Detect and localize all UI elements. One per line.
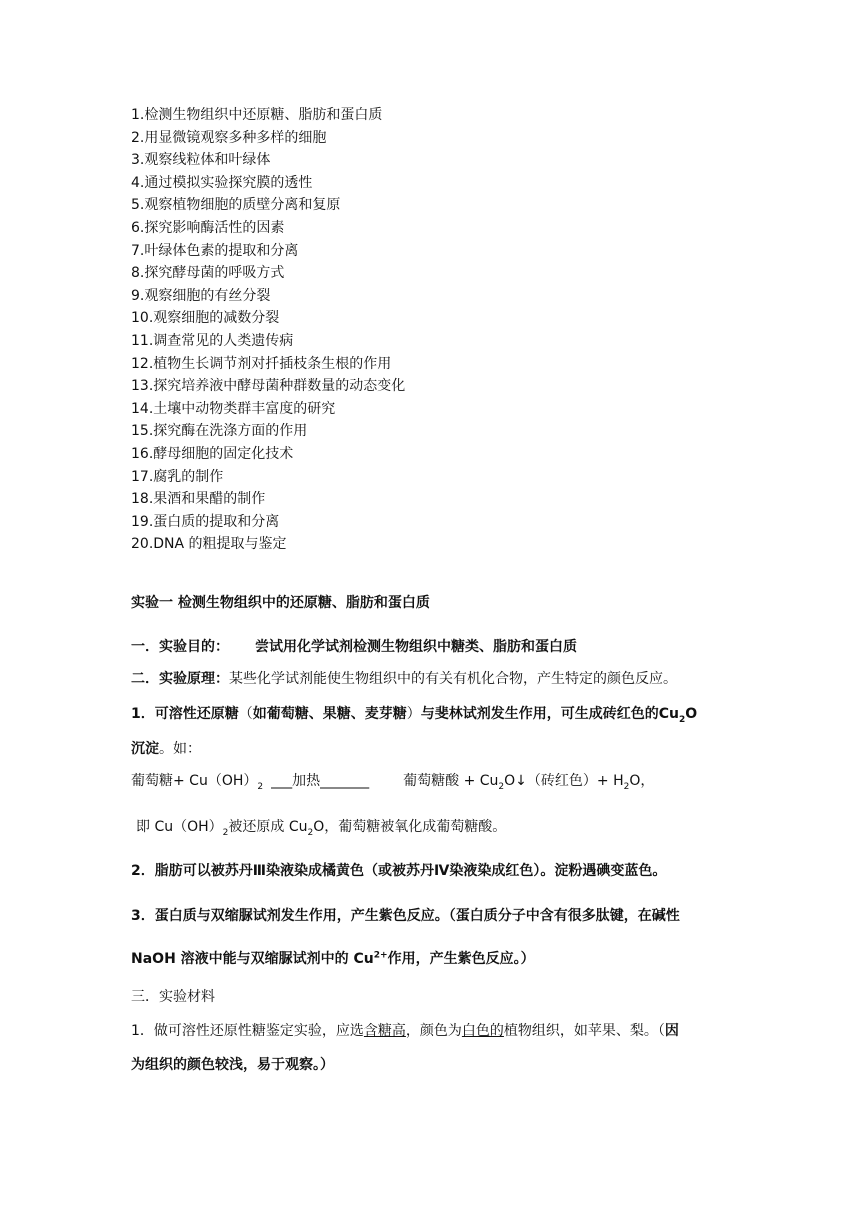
material-1-white: 白色的 (461, 1023, 504, 1039)
purpose-line (131, 636, 577, 656)
principle-3-note-2: NaOH 溶液中能与双缩脲试剂中的 Cu (131, 951, 374, 967)
principle-3-note-3: 作用，产生紫色反应。） (387, 951, 535, 967)
material-1-reason: 因 (664, 1023, 679, 1039)
paren-close: ） (406, 706, 421, 722)
principle-3-line2 (131, 948, 535, 968)
subscript: 2 (498, 781, 505, 792)
principle-text: 某些化学试剂能使生物组织中的有关有机化合物，产生特定的颜色反应。 (229, 671, 677, 687)
reduction-text-2: 被还原成 Cu (228, 819, 308, 835)
list-item: 18.果酒和果醋的制作 (131, 491, 266, 508)
list-item: 3.观察线粒体和叶绿体 (131, 152, 271, 169)
list-item: 10.观察细胞的减数分裂 (131, 310, 280, 327)
reduction-note (136, 816, 506, 838)
list-item: 1.检测生物组织中还原糖、脂肪和蛋白质 (131, 107, 383, 123)
list-item: 7.叶绿体色素的提取和分离 (131, 242, 299, 259)
sugar-examples: 如葡萄糖、果糖、麦芽糖 (252, 706, 407, 722)
list-item: 19.蛋白质的提取和分离 (131, 513, 280, 530)
list-item: 4.通过模拟实验探究膜的透性 (131, 174, 313, 191)
formula-cu: Cu (658, 706, 679, 722)
list-item: 16.酵母细胞的固定化技术 (131, 445, 294, 462)
materials-label: 三．实验材料 (131, 989, 215, 1005)
list-item: 12.植物生长调节剂对扦插枝条生根的作用 (131, 355, 392, 372)
list-item: 20.DNA 的粗提取与鉴定 (131, 536, 287, 553)
list-item: 15.探究酶在洗涤方面的作用 (131, 423, 308, 440)
equation-product-1: 葡萄糖酸 + Cu (403, 773, 499, 789)
principle-3-line (131, 905, 680, 925)
subscript: 2 (307, 827, 314, 838)
equation-condition: ___加热_______ (271, 773, 370, 789)
subscript: 2 (679, 714, 686, 725)
material-1-examples: 植物组织，如苹果、梨。（ (503, 1023, 665, 1039)
principle-1-line2 (131, 738, 201, 758)
list-item: 8.探究酵母菌的呼吸方式 (131, 265, 285, 282)
paren-open: （ (238, 706, 253, 722)
list-item: 2.用显微镜观察多种多样的细胞 (131, 129, 327, 146)
principle-3-note: （蛋白质分子中含有很多肽键，在碱性 (448, 908, 680, 924)
section-title: 实验一 检测生物组织中的还原糖、脂肪和蛋白质 (131, 595, 430, 611)
material-1-high-sugar: 含糖高 (363, 1023, 406, 1039)
equation-reactants: 葡萄糖+ Cu（OH） (131, 773, 258, 789)
material-1-text: 1．做可溶性还原性糖鉴定实验，应选 (131, 1023, 364, 1039)
equation-product-3: O， (629, 773, 655, 789)
purpose-label: 一．实验目的： (131, 639, 229, 655)
reaction-equation (131, 770, 654, 792)
reduction-text-1: 即 Cu（OH） (136, 819, 223, 835)
reduction-text-3: O，葡萄糖被氧化成葡萄糖酸。 (313, 819, 507, 835)
list-item: 14.土壤中动物类群丰富度的研究 (131, 400, 336, 417)
principle-1-lead: 1．可溶性还原糖 (131, 706, 239, 722)
material-1-line (131, 1020, 679, 1040)
subscript: 2 (222, 827, 229, 838)
experiment-list (131, 104, 731, 556)
precipitate-word: 沉淀 (131, 741, 159, 757)
principle-1-line (131, 703, 697, 725)
principle-label: 二．实验原理： (131, 671, 229, 687)
equation-product-2: O↓（砖红色）+ H (504, 773, 624, 789)
principle-2: 2．脂肪可以被苏丹Ⅲ染液染成橘黄色（或被苏丹Ⅳ染液染成红色）。淀粉遇碘变蓝色。 (131, 863, 667, 879)
subscript: 2 (257, 781, 264, 792)
superscript: 2+ (373, 950, 388, 961)
example-lead: 。如： (159, 741, 201, 757)
list-item: 11.调查常见的人类遗传病 (131, 332, 294, 349)
principle-3-text: 3．蛋白质与双缩脲试剂发生作用，产生紫色反应。 (131, 908, 449, 924)
list-item: 17.腐乳的制作 (131, 468, 224, 485)
list-item: 9.观察细胞的有丝分裂 (131, 287, 271, 304)
material-1-color-lead: ，颜色为 (405, 1023, 462, 1039)
list-item: 5.观察植物细胞的质壁分离和复原 (131, 197, 341, 214)
purpose-text: 尝试用化学试剂检测生物组织中糖类、脂肪和蛋白质 (255, 639, 577, 655)
formula-o: O (685, 706, 698, 722)
principle-line (131, 668, 677, 688)
principle-1-text: 与斐林试剂发生作用，可生成砖红色的 (420, 706, 659, 722)
subscript: 2 (623, 781, 630, 792)
list-item: 6.探究影响酶活性的因素 (131, 219, 285, 236)
list-item: 13.探究培养液中酵母菌种群数量的动态变化 (131, 378, 406, 395)
material-1-line2: 为组织的颜色较浅，易于观察。） (131, 1057, 334, 1073)
